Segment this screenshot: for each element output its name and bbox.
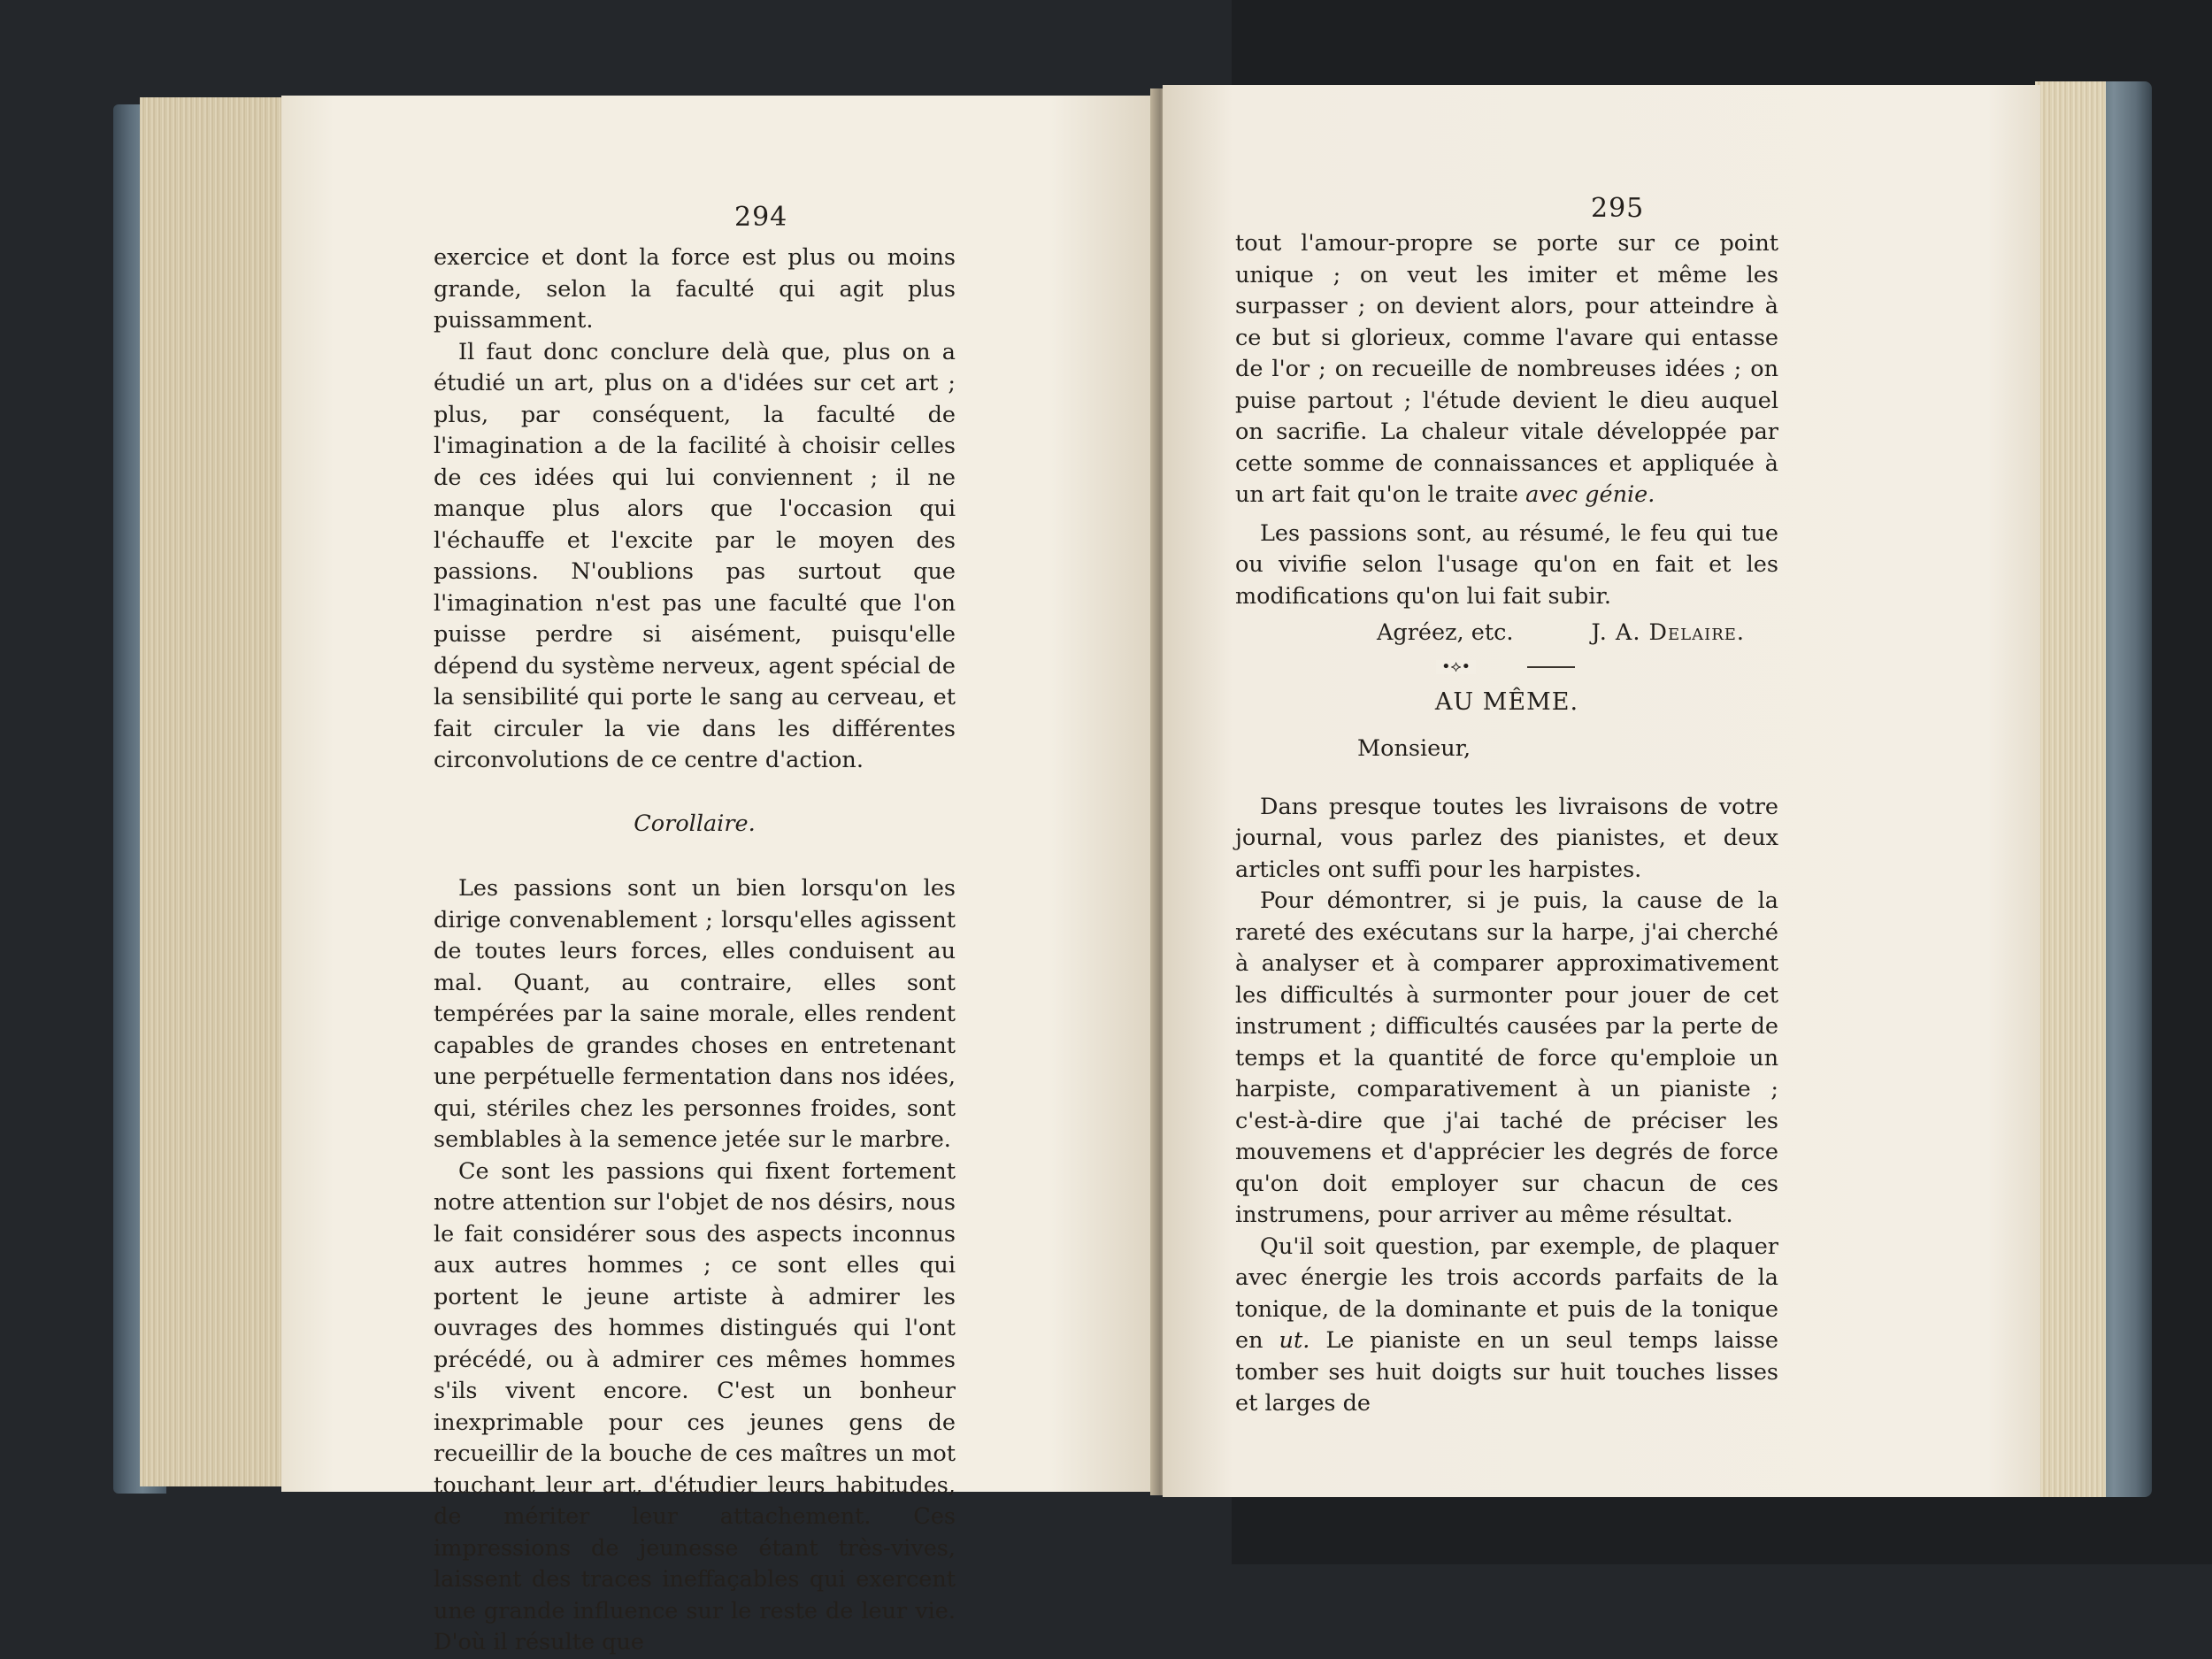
italic-phrase: ut.	[1279, 1327, 1310, 1354]
right-page	[1163, 85, 2040, 1497]
left-page-number: 294	[734, 202, 788, 233]
section-heading: Corollaire.	[634, 810, 756, 837]
paragraph-text: tout l'amour-propre se porte sur ce point unique ; on veut les imiter et même les surpasser ; on devient alors, pour atteindre à ce but si glorieux, comme l'avare qui entasse de l'or ; on recueille de nombreuses idées ; on puise partout ; l'étude devient le dieu auquel on sacrifie. La chaleur vitale développée par cette somme de connaissances et appliquée à un art fait qu'on le traite	[1235, 230, 1778, 508]
paragraph: Pour démontrer, si je puis, la cause de la rareté des exécutans sur la harpe, j'ai cherché à analyser et à comparer approximativement les difficultés à surmonter pour jouer de cet instrument ; difficultés causées par la perte de temps et la quantité de force qu'emploie un harpiste, comparativement à un pianiste ; c'est-à-dire que j'ai taché de préciser les mouvemens et d'apprécier les degrés de force qu'on doit employer sur chacun de ces instrumens, pour arriver au même résultat.	[1235, 887, 1778, 1228]
paragraph	[1235, 1232, 1778, 1420]
divider-ornament: •⟡•	[1436, 660, 1476, 674]
paragraph: Les passions sont un bien lorsqu'on les dirige convenablement ; lorsqu'elles agissent de toutes leurs forces, elles conduisent au mal. Quant, au contraire, elles sont tempérées par la saine morale, elles rendent capables de grandes choses en entretenant une perpétuelle fermentation dans nos idées, qui, stériles chez les personnes froides, sont semblables à la semence jetée sur le marbre.	[434, 875, 956, 1153]
left-page-edges	[140, 97, 281, 1486]
salutation: Monsieur,	[1357, 735, 1471, 762]
right-page-number: 295	[1591, 193, 1645, 224]
left-page-body	[434, 242, 956, 1659]
paragraph: Il faut donc conclure delà que, plus on a étudié un art, plus on a d'idées sur cet art ; plus, par conséquent, la faculté de l'imagination a de la facilité à choisir celles de ces idées qui lui conviennent ; il ne manque plus alors que l'occasion qui l'échauffe et l'excite par le moyen des passions. N'oublions pas surtout que l'imagination n'est pas une faculté que l'on puisse perdre si aisément, puisqu'elle dépend du système nerveux, agent spécial de la sensibilité qui porte le sang au cerveau, et fait circuler la vie dans les différentes circonvolutions de ce centre d'action.	[434, 338, 956, 773]
left-page	[281, 96, 1156, 1655]
section-divider	[1235, 657, 1778, 678]
paragraph: exercice et dont la force est plus ou moins grande, selon la faculté qui agit plus puissamment.	[434, 244, 956, 334]
paragraph	[1235, 228, 1778, 511]
paragraph-text: Qu'il soit question, par exemple, de plaquer avec énergie les trois accords parfaits de la tonique, de la dominante et puis de la tonique en	[1235, 1233, 1778, 1354]
closing-formula: Agréez, etc.	[1377, 619, 1514, 646]
right-page-body	[1235, 228, 1778, 1420]
section-title: AU MÊME.	[1434, 687, 1579, 716]
closing-line	[1235, 618, 1778, 649]
paragraph-text: Le pianiste en un seul temps laisse tomber ses huit doigts sur huit touches lisses et larges de	[1235, 1327, 1779, 1417]
divider-rule	[1527, 666, 1575, 668]
paragraph: Les passions sont, au résumé, le feu qui tue ou vivifie selon l'usage qu'on en fait et les modifications qu'on lui fait subir.	[1235, 519, 1778, 610]
paragraph: Dans presque toutes les livraisons de votre journal, vous parlez des pianistes, et deux articles ont suffi pour les harpistes.	[1235, 793, 1778, 883]
signature: J. A. Delaire.	[1591, 619, 1745, 646]
paragraph: Ce sont les passions qui fixent fortement notre attention sur l'objet de nos désirs, nous le fait considérer sous des aspects inconnus aux autres hommes ; ce sont elles qui portent le jeune artiste à admirer les ouvrages des hommes distingués qui l'ont précédé, ou à admirer ces mêmes hommes s'ils vivent encore. C'est un bonheur inexprimable pour ces jeunes gens de recueillir de la bouche de ces maîtres un mot touchant leur art, d'étudier leurs habitudes, de mériter leur attachement. Ces impressions de jeunesse étant très-vives, laissent des traces ineffaçables qui exercent une grande influence sur le reste de leur vie. D'où il résulte que	[434, 1157, 956, 1655]
italic-phrase: avec génie.	[1525, 481, 1655, 508]
right-page-edges	[2035, 81, 2106, 1497]
